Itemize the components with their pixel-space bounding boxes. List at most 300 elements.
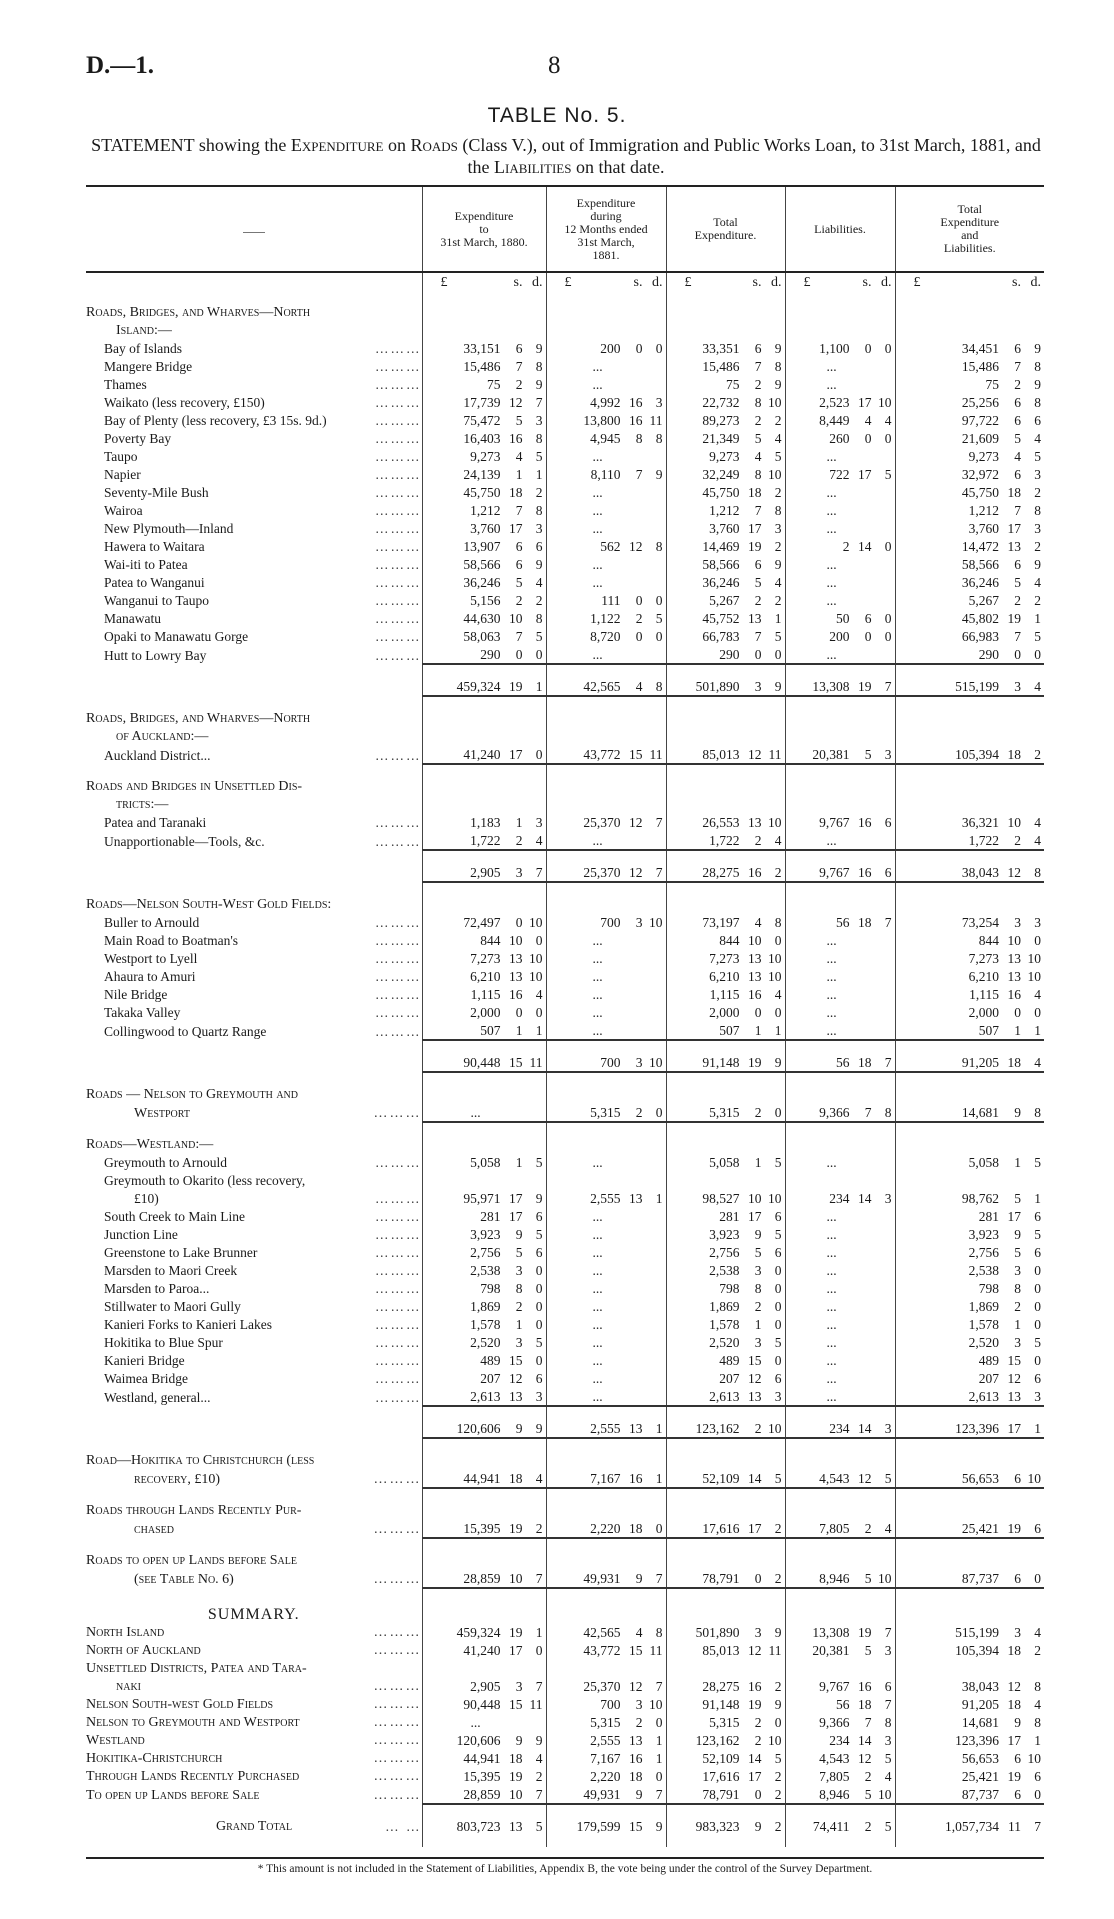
shillings: 18: [1007, 485, 1021, 500]
pence: 3: [1034, 915, 1041, 930]
amount: [547, 520, 666, 537]
shillings: 1: [1014, 1155, 1021, 1170]
liabilities-cell: [785, 339, 895, 357]
total-exp-and-liabilities-cell: [895, 1438, 1044, 1451]
exp-12-months-cell: [546, 272, 666, 291]
exp-to-1880-cell: [422, 745, 546, 764]
pounds: 2,220: [590, 1521, 621, 1536]
table-row: [86, 393, 1044, 411]
exp-to-1880-cell: [422, 537, 546, 555]
pence: 0: [774, 1281, 782, 1296]
liabilities-cell: [785, 1419, 895, 1438]
total-exp-and-liabilities-cell: [895, 831, 1044, 850]
exp-to-1880-cell: [422, 627, 546, 645]
pounds: 17,739: [463, 395, 501, 410]
shillings: 14: [858, 1421, 872, 1436]
total-expenditure-cell: [666, 1053, 785, 1072]
exp-to-1880-cell: [422, 1835, 546, 1847]
amount: [896, 1154, 1045, 1171]
amount: [896, 1280, 1045, 1297]
amount: [423, 556, 546, 573]
pounds: 50: [836, 611, 850, 626]
pence: 2: [774, 1571, 782, 1586]
pence: 1: [1034, 1191, 1041, 1206]
pence: 7: [655, 865, 663, 880]
pence: 5: [884, 467, 892, 482]
liabilities-cell: [785, 813, 895, 831]
pence: 0: [884, 611, 892, 626]
pounds: 4,543: [819, 1471, 850, 1486]
pence: 6: [774, 1209, 782, 1224]
amount: [896, 932, 1045, 949]
amount: [667, 1370, 785, 1387]
total-expenditure-cell: [666, 727, 785, 745]
pence: 7: [535, 1571, 543, 1586]
amount: [423, 1470, 546, 1487]
row-label: [86, 357, 422, 375]
total-exp-and-liabilities-cell: [895, 429, 1044, 447]
label-text: [86, 1352, 422, 1369]
nil-value: ...: [826, 833, 837, 848]
pence: 0: [655, 341, 663, 356]
shillings: 17: [509, 1191, 523, 1206]
amount: [786, 746, 895, 763]
pence: 0: [774, 1317, 782, 1332]
exp-12-months-cell: [546, 777, 666, 795]
total-expenditure-cell: [666, 1659, 785, 1677]
shillings: 12: [1007, 1679, 1021, 1694]
label-text: [86, 833, 422, 850]
label: Westland: [86, 1733, 145, 1748]
nil-value: ...: [826, 1023, 837, 1038]
exp-to-1880-cell: [422, 339, 546, 357]
pence: 5: [774, 1155, 782, 1170]
pence: 5: [884, 1471, 892, 1486]
pence: 9: [774, 557, 782, 572]
exp-12-months-cell: [546, 609, 666, 627]
amount: [547, 610, 666, 627]
total-exp-and-liabilities-cell: [895, 1713, 1044, 1731]
label: Waimea Bridge: [104, 1371, 189, 1386]
nil-value: ...: [592, 359, 603, 374]
shillings: 15: [509, 1055, 523, 1070]
label: Mangere Bridge: [104, 359, 193, 374]
label: Greenstone to Lake Brunner: [104, 1245, 258, 1260]
label-text: [86, 1298, 422, 1315]
pence: 0: [774, 1263, 782, 1278]
nil-value: ...: [826, 951, 837, 966]
shillings: 2: [754, 1299, 762, 1314]
spacer: [86, 882, 422, 895]
pence: 6: [884, 865, 892, 880]
dot-leader: ………: [375, 1390, 422, 1405]
statement-text: on that date.: [571, 157, 665, 177]
exp-12-months-cell: [546, 1243, 666, 1261]
shillings: 14: [858, 539, 872, 554]
shillings: 0: [1014, 1005, 1021, 1020]
pounds: 36,246: [463, 575, 501, 590]
row-label: [86, 1021, 422, 1040]
pounds: 2,523: [819, 395, 850, 410]
amount: [547, 412, 666, 429]
total-exp-and-liabilities-cell: [895, 985, 1044, 1003]
table-row: [86, 1103, 1044, 1122]
dot-leader: ………: [373, 1472, 422, 1487]
row-label: [86, 1369, 422, 1387]
shillings: 5: [864, 1571, 872, 1586]
pounds: 2,000: [968, 1005, 999, 1020]
exp-to-1880-cell: [422, 1469, 546, 1488]
pounds: 2,555: [590, 1733, 621, 1748]
exp-to-1880-cell: [422, 303, 546, 321]
amount: [423, 814, 546, 831]
exp-to-1880-cell: [422, 1153, 546, 1171]
row-label: [86, 1419, 422, 1438]
table-row: [86, 555, 1044, 573]
exp-to-1880-cell: [422, 764, 546, 777]
label-text: [86, 466, 422, 483]
shillings: 13: [509, 969, 523, 984]
shillings: 2: [864, 1521, 872, 1536]
amount: [667, 1262, 785, 1279]
exp-12-months-cell: [546, 949, 666, 967]
header-dash: [243, 232, 265, 233]
exp-to-1880-cell: [422, 850, 546, 863]
exp-to-1880-cell: [422, 709, 546, 727]
shillings: 5: [515, 413, 523, 428]
shillings-symbol: s.: [862, 275, 872, 290]
exp-12-months-cell: [546, 1406, 666, 1419]
shillings: 3: [754, 1263, 762, 1278]
label-text: [86, 358, 422, 375]
total-exp-and-liabilities-cell: [895, 1785, 1044, 1804]
nil-value: ...: [592, 951, 603, 966]
pence: 1: [1034, 1023, 1041, 1038]
pounds: 45,750: [463, 485, 501, 500]
label: Collingwood to Quartz Range: [104, 1024, 267, 1039]
amount: [896, 1262, 1045, 1279]
label: Roads, Bridges, and Wharves—North: [86, 711, 311, 726]
amount: [667, 1280, 785, 1297]
label-text: [86, 574, 422, 591]
amount: [786, 932, 895, 949]
pence: 2: [535, 1769, 543, 1784]
shillings: 12: [1007, 1371, 1021, 1386]
amount: [786, 1004, 895, 1021]
shillings: 19: [748, 1697, 762, 1712]
label: Main Road to Boatman's: [104, 933, 239, 948]
table-row: [86, 1225, 1044, 1243]
dot-leader: ………: [373, 1106, 422, 1121]
liabilities-cell: [785, 1135, 895, 1153]
pence: 9: [774, 377, 782, 392]
amount: [896, 1420, 1045, 1437]
shillings: 7: [1014, 359, 1021, 374]
pence: 8: [535, 431, 543, 446]
liabilities-cell: [785, 321, 895, 339]
shillings: 5: [864, 1643, 872, 1658]
shillings: 8: [754, 467, 762, 482]
row-label: [86, 1207, 422, 1225]
total-expenditure-cell: [666, 1171, 785, 1189]
exp-12-months-cell: [546, 850, 666, 863]
nil-value: ...: [592, 449, 603, 464]
amount: [667, 1244, 785, 1261]
pounds: 9,767: [819, 865, 850, 880]
amount: [547, 1696, 666, 1713]
row-label: [86, 913, 422, 931]
grand-total-row: [86, 1817, 1044, 1835]
spacer: [86, 1072, 422, 1085]
amount: [667, 986, 785, 1003]
pence: 2: [1034, 485, 1041, 500]
amount: [547, 1190, 666, 1207]
pounds: 1,212: [709, 503, 740, 518]
pence: 10: [529, 951, 543, 966]
exp-12-months-cell: [546, 1469, 666, 1488]
label-text: [86, 520, 422, 537]
dot-leader: ………: [375, 1155, 422, 1170]
exp-12-months-cell: [546, 483, 666, 501]
total-exp-and-liabilities-cell: [895, 357, 1044, 375]
row-label: [86, 1189, 422, 1207]
pounds: 45,750: [961, 485, 999, 500]
shillings: 18: [509, 1751, 523, 1766]
label: Manawatu: [104, 611, 161, 626]
pounds: 459,324: [456, 679, 501, 694]
shillings: 18: [509, 485, 523, 500]
shillings: 12: [858, 1471, 872, 1486]
pounds: 2,756: [709, 1245, 740, 1260]
label: Road—Hokitika to Christchurch (less: [86, 1453, 315, 1468]
exp-to-1880-cell: [422, 357, 546, 375]
shillings: 4: [1014, 449, 1021, 464]
amount: [896, 592, 1045, 609]
amount: [667, 950, 785, 967]
total-expenditure-cell: [666, 411, 785, 429]
label-text: [86, 778, 422, 795]
exp-12-months-cell: [546, 1153, 666, 1171]
shillings: 8: [1014, 1281, 1021, 1296]
pence: 0: [1034, 933, 1041, 948]
pence: 10: [1027, 1471, 1041, 1486]
liabilities-cell: [785, 1387, 895, 1406]
pence: 9: [535, 377, 543, 392]
shillings: 14: [858, 1733, 872, 1748]
section-heading: [86, 1501, 1044, 1519]
label-text: [86, 1172, 422, 1189]
amount: [547, 1280, 666, 1297]
shillings: 12: [748, 1643, 762, 1658]
total-exp-and-liabilities-cell: [895, 501, 1044, 519]
shillings: 12: [1007, 865, 1021, 880]
shillings: 7: [1014, 629, 1021, 644]
pence: 0: [1034, 1281, 1041, 1296]
amount: [667, 1732, 785, 1749]
table-row: [86, 1153, 1044, 1171]
spacer: [86, 696, 422, 709]
pounds: 25,370: [583, 815, 621, 830]
pence: 1: [535, 679, 543, 694]
shillings: 3: [754, 679, 762, 694]
pounds: 66,783: [702, 629, 740, 644]
total-expenditure-cell: [666, 1072, 785, 1085]
amount: [786, 484, 895, 501]
pounds: 85,013: [702, 1643, 740, 1658]
amount: [896, 678, 1045, 695]
pence: 0: [1034, 1571, 1041, 1586]
liabilities-cell: [785, 664, 895, 677]
amount: [786, 678, 895, 695]
amount: [896, 1624, 1045, 1641]
header-line: Total: [713, 215, 738, 229]
amount: [667, 1470, 785, 1487]
total-exp-and-liabilities-cell: [895, 813, 1044, 831]
liabilities-cell: [785, 863, 895, 882]
label-text: [116, 1471, 422, 1488]
amount: [547, 646, 666, 663]
shillings: 0: [1014, 647, 1021, 662]
label: Poverty Bay: [104, 431, 172, 446]
pounds: 1,869: [470, 1299, 501, 1314]
total-expenditure-cell: [666, 949, 785, 967]
label: Nelson South-west Gold Fields: [86, 1697, 274, 1712]
pounds: 2,538: [709, 1263, 740, 1278]
amount: [423, 1642, 546, 1659]
liabilities-cell: [785, 1623, 895, 1641]
amount: [786, 1570, 895, 1587]
exp-12-months-cell: [546, 555, 666, 573]
shillings-symbol: s.: [513, 275, 523, 290]
dot-leader: ………: [375, 815, 422, 830]
label: naki: [116, 1679, 141, 1694]
pence: 4: [535, 833, 543, 848]
exp-12-months-cell: [546, 1315, 666, 1333]
amount: [423, 520, 546, 537]
row-label: [86, 931, 422, 949]
total-expenditure-cell: [666, 1677, 785, 1695]
amount: [667, 1696, 785, 1713]
header-line: Expenditure.: [694, 228, 757, 242]
pence: 3: [535, 1389, 543, 1404]
pence: 4: [884, 1769, 892, 1784]
pence: 1: [1034, 611, 1041, 626]
shillings: 2: [635, 1715, 643, 1730]
amount: [423, 914, 546, 931]
pence: 5: [535, 629, 543, 644]
amount: [667, 394, 785, 411]
table-row: [86, 537, 1044, 555]
exp-to-1880-cell: [422, 813, 546, 831]
nil-value: ...: [592, 933, 603, 948]
amount: [547, 466, 666, 483]
amount: [667, 520, 785, 537]
pounds: 20,381: [812, 1643, 850, 1658]
pence: 8: [535, 611, 543, 626]
total-expenditure-cell: [666, 1103, 785, 1122]
row-label: [86, 321, 422, 339]
pence: 0: [774, 1005, 782, 1020]
pence: 8: [1034, 1105, 1041, 1120]
pounds: 2,538: [470, 1263, 501, 1278]
total-exp-and-liabilities-cell: [895, 1623, 1044, 1641]
exp-12-months-cell: [546, 1677, 666, 1695]
pounds: 207: [480, 1371, 501, 1386]
amount: [896, 646, 1045, 663]
amount: [786, 1334, 895, 1351]
nil-value: ...: [826, 557, 837, 572]
header-label-column: [86, 187, 422, 272]
pence: 9: [535, 1191, 543, 1206]
liabilities-cell: [785, 1261, 895, 1279]
total-expenditure-cell: [666, 1731, 785, 1749]
amount: [667, 1750, 785, 1767]
pounds: 700: [600, 1055, 621, 1070]
shillings: 18: [629, 1521, 643, 1536]
spacer: [86, 664, 422, 677]
exp-12-months-cell: [546, 1072, 666, 1085]
total-exp-and-liabilities-cell: [895, 931, 1044, 949]
row-label: [86, 863, 422, 882]
shillings: 2: [864, 1769, 872, 1784]
table-row: [86, 1569, 1044, 1588]
liabilities-cell: [785, 1315, 895, 1333]
exp-to-1880-cell: [422, 1103, 546, 1122]
exp-12-months-cell: [546, 393, 666, 411]
exp-12-months-cell: [546, 1333, 666, 1351]
table-header-row: [86, 187, 1044, 272]
shillings: 2: [754, 1715, 762, 1730]
row-label: [86, 1003, 422, 1021]
amount: [423, 646, 546, 663]
shillings: 17: [1007, 1421, 1021, 1436]
total-exp-and-liabilities-cell: [895, 393, 1044, 411]
shillings: 0: [635, 341, 643, 356]
exp-to-1880-cell: [422, 1369, 546, 1387]
amount: [547, 950, 666, 967]
total-exp-and-liabilities-cell: [895, 1279, 1044, 1297]
label: Westport to Lyell: [104, 951, 198, 966]
pence: 9: [774, 1625, 782, 1640]
pence: 2: [774, 1679, 782, 1694]
label: North Island: [86, 1625, 165, 1640]
liabilities-cell: [785, 1103, 895, 1122]
pounds: 2,613: [968, 1389, 999, 1404]
table-row: [86, 339, 1044, 357]
liabilities-cell: [785, 429, 895, 447]
pence: 11: [768, 747, 782, 762]
pounds: 3,760: [968, 521, 999, 536]
table-row: [86, 931, 1044, 949]
amount: [547, 274, 666, 291]
pounds: 33,351: [702, 341, 740, 356]
shillings: 0: [864, 341, 872, 356]
shillings: 0: [515, 1005, 523, 1020]
label-text: [86, 710, 422, 727]
total-expenditure-cell: [666, 1551, 785, 1569]
total-exp-and-liabilities-cell: [895, 709, 1044, 727]
pounds: 91,205: [961, 1697, 999, 1712]
summary-row: [86, 1677, 1044, 1695]
total-expenditure-cell: [666, 1749, 785, 1767]
shillings: 16: [748, 987, 762, 1002]
exp-to-1880-cell: [422, 1538, 546, 1551]
shillings: 1: [754, 1155, 762, 1170]
pounds: 44,630: [463, 611, 501, 626]
total-expenditure-cell: [666, 1040, 785, 1053]
pence: 8: [655, 431, 663, 446]
amount: [423, 832, 546, 849]
